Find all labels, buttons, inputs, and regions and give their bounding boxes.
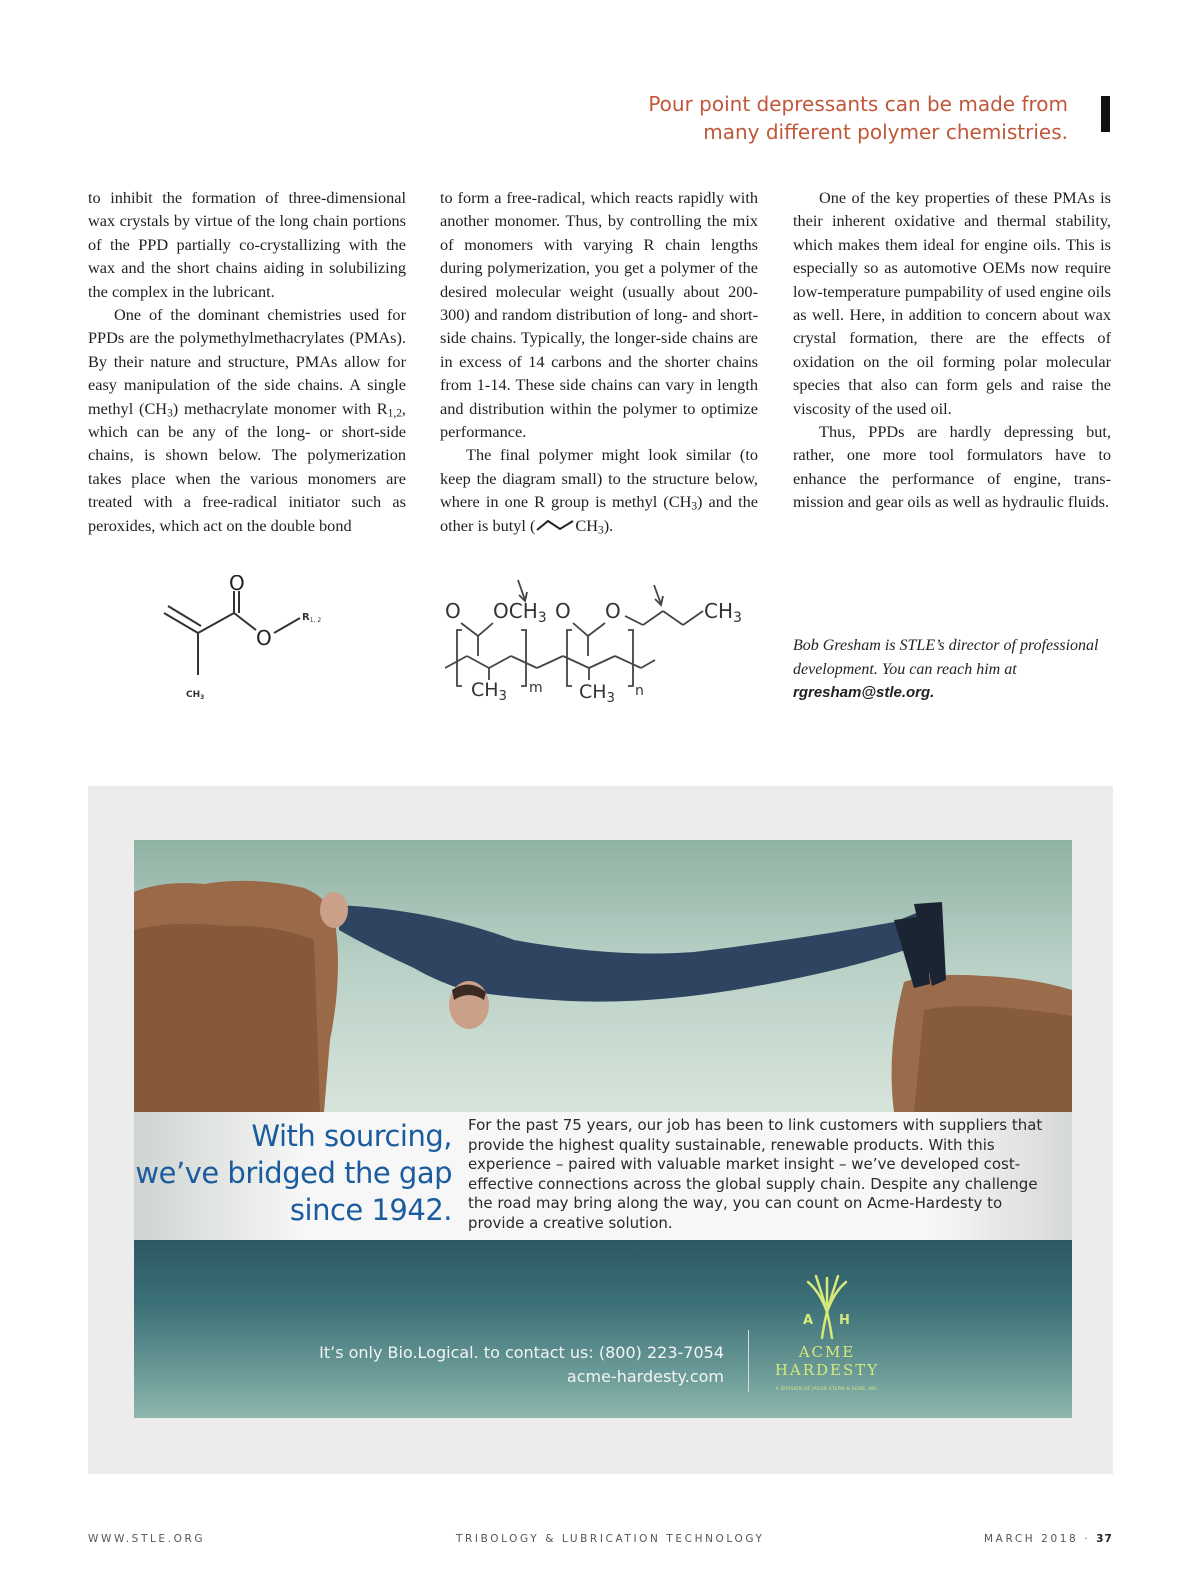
text-column-1	[88, 186, 406, 537]
polymer-structure	[445, 578, 765, 718]
footer-date-page: MARCH 2018 · 37	[984, 1533, 1113, 1545]
pull-quote	[508, 90, 1068, 146]
pull-quote-line-2: many different polymer chemistries.	[703, 120, 1068, 144]
monomer-oxygen-top: O	[229, 575, 245, 595]
ad-divider	[748, 1330, 749, 1392]
polymer-subscript-m: m	[529, 680, 543, 696]
col2-paragraph-2: The final polymer might look similar (to keep the diagram small) to the structure below, where in one R group is methyl $(CH_3)$ and the other is butyl ( $CH_3$).	[440, 445, 758, 536]
logo-name: ACME HARDESTY	[774, 1343, 880, 1379]
text-column-2	[440, 186, 758, 537]
butyl-zigzag-icon	[535, 518, 575, 532]
logo-subtitle: A DIVISION OF JACOB STERN & SONS, INC.	[775, 1387, 879, 1392]
logo-letter-h: H	[839, 1313, 850, 1328]
pull-quote-bar	[1101, 96, 1110, 132]
author-bio: Bob Gresham is STLE’s director of professional development. You can reach him at rgresham@stle.org.	[793, 637, 1099, 701]
col2-paragraph-1: to form a free-radical, which reacts rapidly with another monomer. Thus, by controlling the mix of monomers with varying R chain lengths during polymerization, you get a polymer of the desired molecular weight (usually about 200-300) and random distribution of long- and short-side chains. Typically, the longer-side chains are in excess of 14 carbons and the shorter chains from 1-14. These side chains can vary in length and distribution within the polymer to optimize performance.	[440, 188, 758, 442]
acme-hardesty-logo-icon	[800, 1272, 854, 1342]
col3-paragraph-2: Thus, PPDs are hardly depressing but, rather, one more tool formulators have to enhance the performance of engine, transmission and gear oils as well as hydraulic fluids.	[793, 422, 1111, 512]
ad-website[interactable]: acme-hardesty.com	[566, 1367, 724, 1386]
monomer-r-group: $R_{1, 2}$	[302, 612, 322, 624]
polymer-oxygen-3: O	[605, 599, 621, 623]
col1-paragraph-2: One of the dominant chemistries used for PPDs are the polymethylmethacrylates (PMAs). By their nature and structure, PMAs allow for easy manipulation of the side chains. A single methyl $(CH_3)$ methacrylate monomer with $R_{1,2}$, which can be any of the long- or short-side chains, is shown below. The polymerization takes place when the various monomers are treated with a free-radical initiator such as peroxides, which act on the double bond	[88, 305, 406, 535]
ad-phone[interactable]: It’s only Bio.Logical. to contact us: (800) 223-7054	[319, 1343, 724, 1362]
methacrylate-monomer-structure	[150, 575, 350, 715]
polymer-methyl-b: $CH_3$	[579, 681, 615, 706]
monomer-methyl: $CH_3$	[186, 690, 205, 701]
logo-letter-a: A	[803, 1313, 814, 1328]
polymer-methyl-a: $CH_3$	[471, 679, 507, 704]
polymer-oxygen-1: O	[445, 599, 461, 623]
polymer-terminal-methyl: $CH_3$	[704, 599, 742, 626]
text-column-3	[793, 186, 1111, 514]
col3-paragraph-1: One of the key properties of these PMAs is their inherent oxidative and thermal stability, which makes them ideal for engine oils. This is especially so as automotive OEMs now require low-temperature pumpability of used engine oils as well. Here, in addition to concern about wax crystal formation, there are the effects of oxidation on the oil forming polar molecular species that also can form gels and raise the viscosity of the used oil.	[793, 188, 1111, 418]
ad-bottom-band	[134, 1240, 1072, 1418]
monomer-oxygen-ester: O	[256, 626, 272, 650]
ad-body-text: For the past 75 years, our job has been to link customers with suppliers that provide the highest quality sustainable, renewable products. With this experience – paired with valuable market insight – we’ve developed cost-effective connections across the global supply chain. Despite any challenge the road may bring along the way, you can count on Acme-Hardesty to provide a creative solution.	[468, 1116, 1043, 1232]
cliff-man-illustration	[134, 840, 1072, 1112]
polymer-oxygen-2: O	[555, 599, 571, 623]
pull-quote-line-1: Pour point depressants can be made from	[648, 92, 1068, 116]
footer-publication: TRIBOLOGY & LUBRICATION TECHNOLOGY	[456, 1533, 765, 1545]
author-email[interactable]: rgresham@stle.org.	[793, 684, 935, 701]
ad-contact	[300, 1341, 724, 1389]
ad-headline: With sourcing, we’ve bridged the gap since 1942.	[135, 1119, 452, 1227]
polymer-subscript-n: n	[635, 683, 644, 699]
page-number: 37	[1096, 1533, 1113, 1545]
ad-photo	[134, 840, 1072, 1112]
footer-website: WWW.STLE.ORG	[88, 1533, 206, 1545]
polymer-methoxy: $OCH_3$	[493, 599, 547, 626]
col1-paragraph-1: to inhibit the formation of three-dimensional wax crystals by virtue of the long chain portions of the PPD partially co-crystallizing with the wax and the short chains aiding in solubilizing the complex in the lubricant.	[88, 188, 406, 301]
